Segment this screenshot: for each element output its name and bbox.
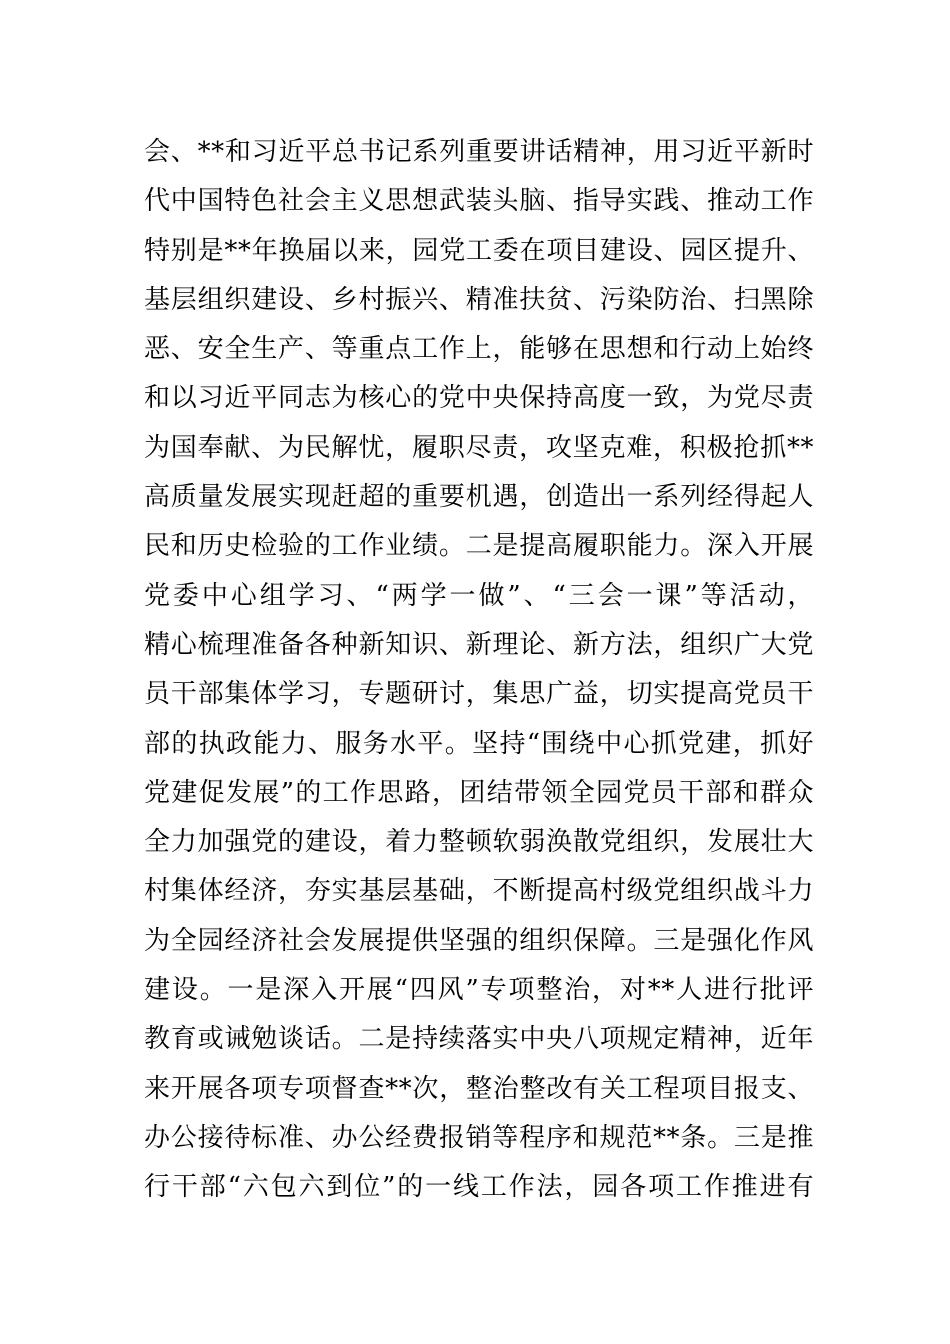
text-line-1: 会、**和习近平总书记系列重要讲话精神，用习近平新时 <box>144 137 814 167</box>
text-line-3: 特别是**年换届以来，园党工委在项目建设、园区提升、 <box>144 235 814 266</box>
text-line-20: 来开展各项专项督查**次，整治整改有关工程项目报支、 <box>144 1073 814 1104</box>
text-line-9: 民和历史检验的工作业绩。二是提高履职能力。深入开展 <box>144 531 814 562</box>
text-line-5: 恶、安全生产、等重点工作上，能够在思想和行动上始终 <box>144 334 814 365</box>
text-line-6: 和以习近平同志为核心的党中央保持高度一致，为党尽责 <box>144 383 814 414</box>
text-line-21: 办公接待标准、办公经费报销等程序和规范**条。三是推 <box>144 1122 814 1153</box>
text-line-10: 党委中心组学习、“两学一做”、“三会一课”等活动， <box>144 580 814 611</box>
text-line-16: 村集体经济，夯实基层基础，不断提高村级党组织战斗力 <box>144 876 814 907</box>
text-line-18: 建设。一是深入开展“四风”专项整治，对**人进行批评 <box>144 975 814 1006</box>
text-line-15: 全力加强党的建设，着力整顿软弱涣散党组织，发展壮大 <box>144 827 814 858</box>
text-line-17: 为全园经济社会发展提供坚强的组织保障。三是强化作风 <box>144 925 814 956</box>
text-line-22: 行干部“六包六到位”的一线工作法，园各项工作推进有 <box>144 1172 814 1203</box>
body-text <box>144 128 814 1213</box>
text-line-14: 党建促发展”的工作思路，团结带领全园党员干部和群众 <box>144 777 814 808</box>
text-line-7: 为国奉献、为民解忧，履职尽责，攻坚克难，积极抢抓** <box>144 432 814 463</box>
text-line-8: 高质量发展实现赶超的重要机遇，创造出一系列经得起人 <box>144 482 814 513</box>
text-line-4: 基层组织建设、乡村振兴、精准扶贫、污染防治、扫黑除 <box>144 284 814 315</box>
text-line-19: 教育或诫勉谈话。二是持续落实中央八项规定精神，近年 <box>144 1024 814 1055</box>
text-line-13: 部的执政能力、服务水平。坚持“围绕中心抓党建，抓好 <box>144 728 814 759</box>
text-line-11: 精心梳理准备各种新知识、新理论、新方法，组织广大党 <box>144 629 814 660</box>
text-line-2: 代中国特色社会主义思想武装头脑、指导实践、推动工作 <box>144 186 814 217</box>
text-line-12: 员干部集体学习，专题研讨，集思广益，切实提高党员干 <box>144 679 814 710</box>
